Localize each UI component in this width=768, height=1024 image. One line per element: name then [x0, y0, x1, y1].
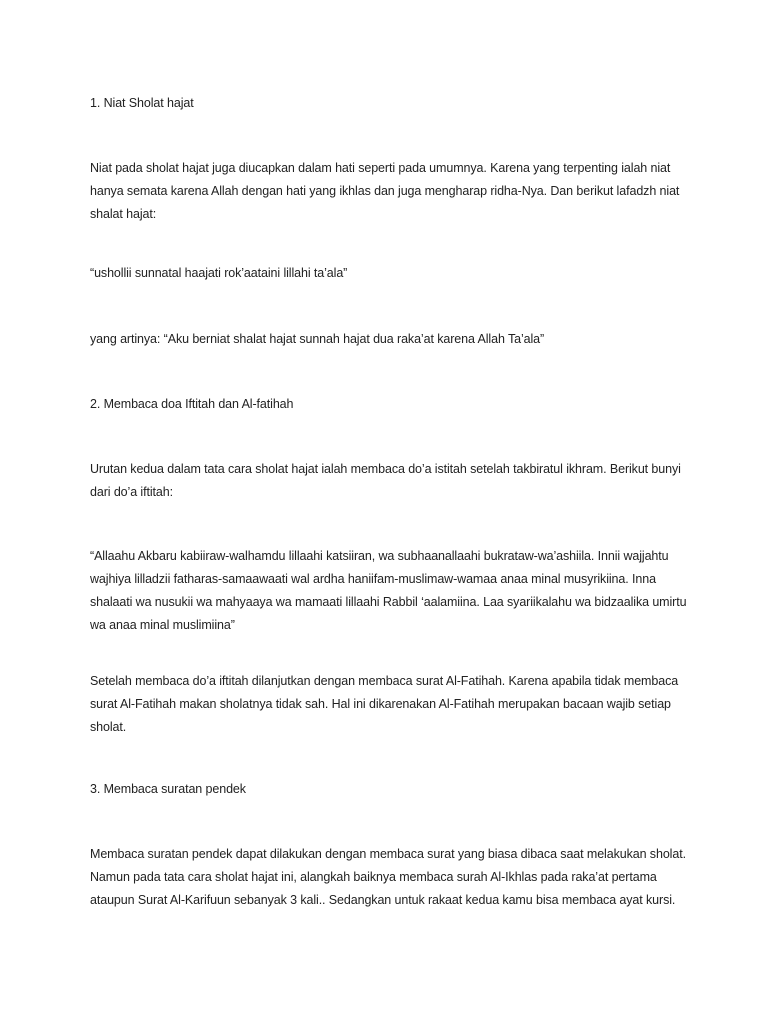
paragraph-suratan-pendek: Membaca suratan pendek dapat dilakukan dengan membaca surat yang biasa dibaca saat melakukan sholat. Namun pada tata cara sholat hajat ini, alangkah baiknya membaca surah Al-Ikhlas pada raka’at pertama ataupun Surat Al-Karifuun sebanyak 3 kali.. Sedangkan untuk rakaat kedua kamu bisa membaca ayat kursi.	[90, 847, 686, 907]
heading-niat-sholat-hajat: 1. Niat Sholat hajat	[90, 96, 194, 110]
quote-doa-iftitah: “Allaahu Akbaru kabiiraw-walhamdu lillaahi katsiiran, wa subhaanallaahi bukrataw-wa’ashiila. Innii wajjahtu wajhiya lilladzii fatharas-samaawaati wal ardha haniifam-muslimaw-wamaa anaa minal musyrikiina. Inna shalaati wa nusukii wa mahyaaya wa mamaati lillaahi Rabbil ‘aalamiina. Laa syariikalahu wa bidzaalika umirtu wa anaa minal muslimiina”	[90, 549, 687, 632]
paragraph-niat: Niat pada sholat hajat juga diucapkan dalam hati seperti pada umumnya. Karena yang terpenting ialah niat hanya semata karena Allah dengan hati yang ikhlas dan juga mengharap ridha-Nya. Dan berikut lafadzh niat shalat hajat:	[90, 161, 680, 221]
paragraph-urutan-kedua: Urutan kedua dalam tata cara sholat hajat ialah membaca do’a istitah setelah takbiratul ikhram. Berikut bunyi dari do’a iftitah:	[90, 462, 681, 499]
paragraph-al-fatihah: Setelah membaca do’a iftitah dilanjutkan dengan membaca surat Al-Fatihah. Karena apabila tidak membaca surat Al-Fatihah makan sholatnya tidak sah. Hal ini dikarenakan Al-Fatihah merupakan bacaan wajib setiap sholat.	[90, 674, 679, 734]
heading-suratan-pendek: 3. Membaca suratan pendek	[90, 782, 246, 796]
heading-doa-iftitah: 2. Membaca doa Iftitah dan Al-fatihah	[90, 397, 294, 411]
paragraph-arti-niat: yang artinya: “Aku berniat shalat hajat sunnah hajat dua raka’at karena Allah Ta’ala”	[90, 332, 545, 346]
quote-niat-lafadz: “ushollii sunnatal haajati rok’aataini lillahi ta’ala”	[90, 266, 348, 280]
